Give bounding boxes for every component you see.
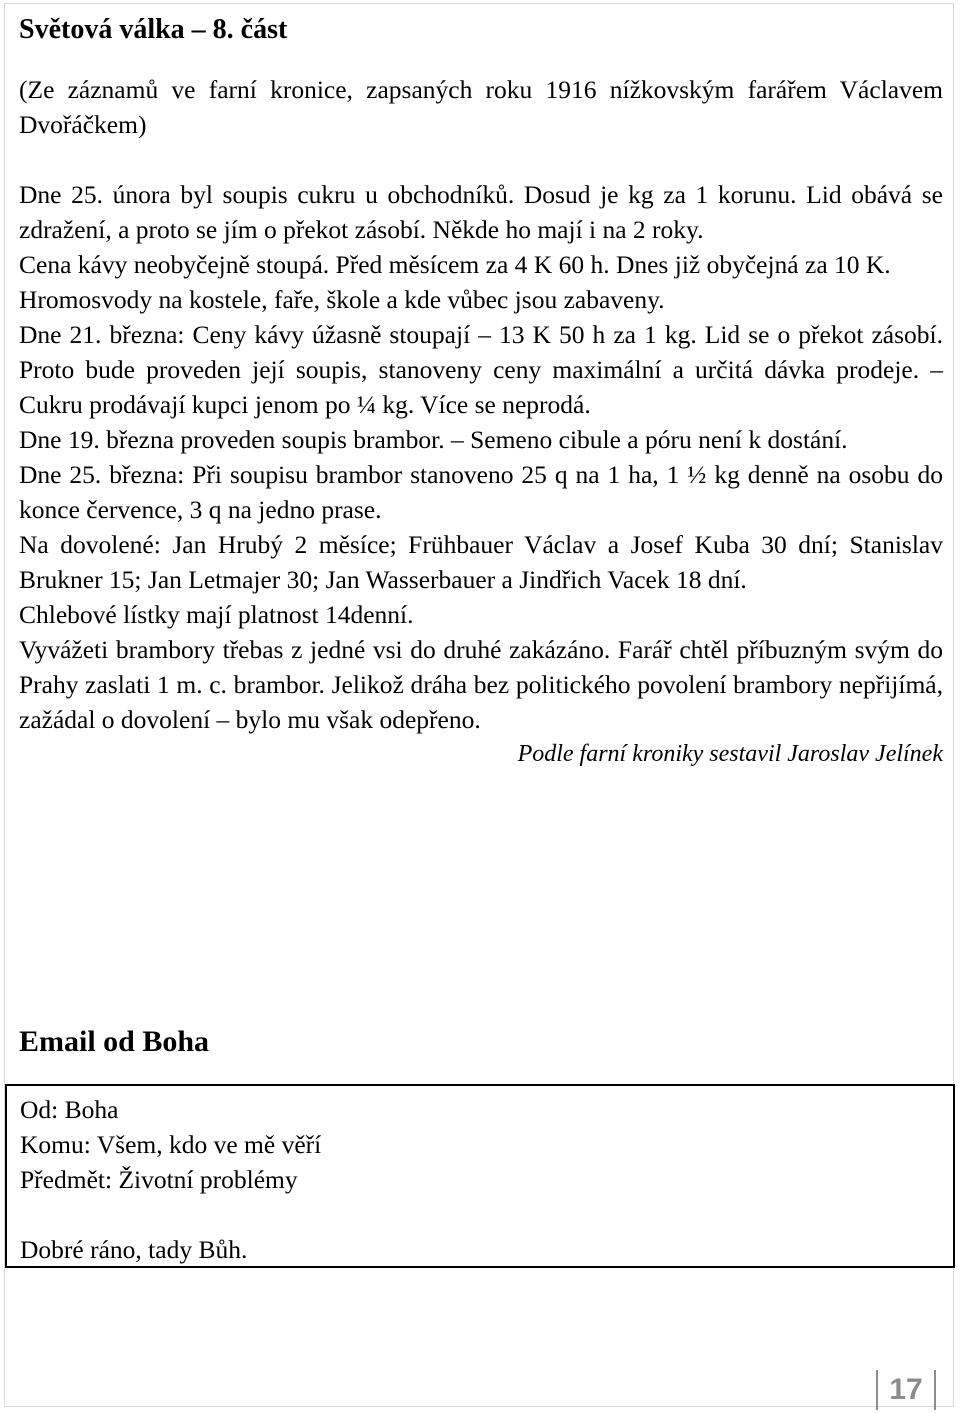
article-signature: Podle farní kroniky sestavil Jaroslav Jelínek [517, 741, 943, 767]
article-paragraph: Dne 25. února byl soupis cukru u obchodníků. Dosud je kg za 1 korunu. Lid obává se zdražení, a proto se jím o překot zásobí. Někde ho mají i na 2 roky. [19, 180, 943, 244]
article-intro: (Ze záznamů ve farní kronice, zapsaných roku 1916 nížkovským farářem Václavem Dvořáčkem) [19, 75, 943, 139]
email-box [5, 1084, 955, 1268]
article-paragraph: Dne 21. března: Ceny kávy úžasně stoupají – 13 K 50 h za 1 kg. Lid se o překot zásobí. Proto bude proveden její soupis, stanoveny ceny maximální a určitá dávka prodeje. – Cukru prodávají kupci jenom po ¼ kg. Více se neprodá. [19, 320, 943, 419]
email-to: Komu: Všem, kdo ve mě věří [20, 1130, 322, 1159]
article-paragraph: Cena kávy neobyčejně stoupá. Před měsícem za 4 K 60 h. Dnes již obyčejná za 10 K. [19, 250, 891, 279]
article-title: Světová válka – 8. část [19, 14, 288, 45]
article [19, 10, 943, 771]
article-paragraph: Vyvážeti brambory třebas z jedné vsi do druhé zakázáno. Farář chtěl příbuzným svým do Prahy zaslati 1 m. c. brambor. Jelikož dráha bez politického povolení brambory nepřijímá, zažádal o dovolení – bylo mu však odepřeno. [19, 635, 943, 734]
email-from: Od: Boha [20, 1095, 119, 1124]
article-paragraph: Hromosvody na kostele, faře, škole a kde vůbec jsou zabaveny. [19, 285, 665, 314]
page-number-box [876, 1370, 936, 1410]
page-number: 17 [889, 1373, 923, 1406]
email-heading: Email od Boha [19, 1025, 210, 1058]
article-paragraph: Na dovolené: Jan Hrubý 2 měsíce; Frühbauer Václav a Josef Kuba 30 dní; Stanislav Brukner 15; Jan Letmajer 30; Jan Wasserbauer a Jindřich Vacek 18 dní. [19, 530, 943, 594]
article-paragraph: Dne 25. března: Při soupisu brambor stanoveno 25 q na 1 ha, 1 ½ kg denně na osobu do konce července, 3 q na jedno prase. [19, 460, 943, 524]
article-paragraph: Chlebové lístky mají platnost 14denní. [19, 600, 414, 629]
email-subject: Předmět: Životní problémy [20, 1165, 298, 1194]
email-body: Dobré ráno, tady Bůh. [20, 1235, 248, 1264]
article-paragraph: Dne 19. března proveden soupis brambor. – Semeno cibule a póru není k dostání. [19, 425, 848, 454]
